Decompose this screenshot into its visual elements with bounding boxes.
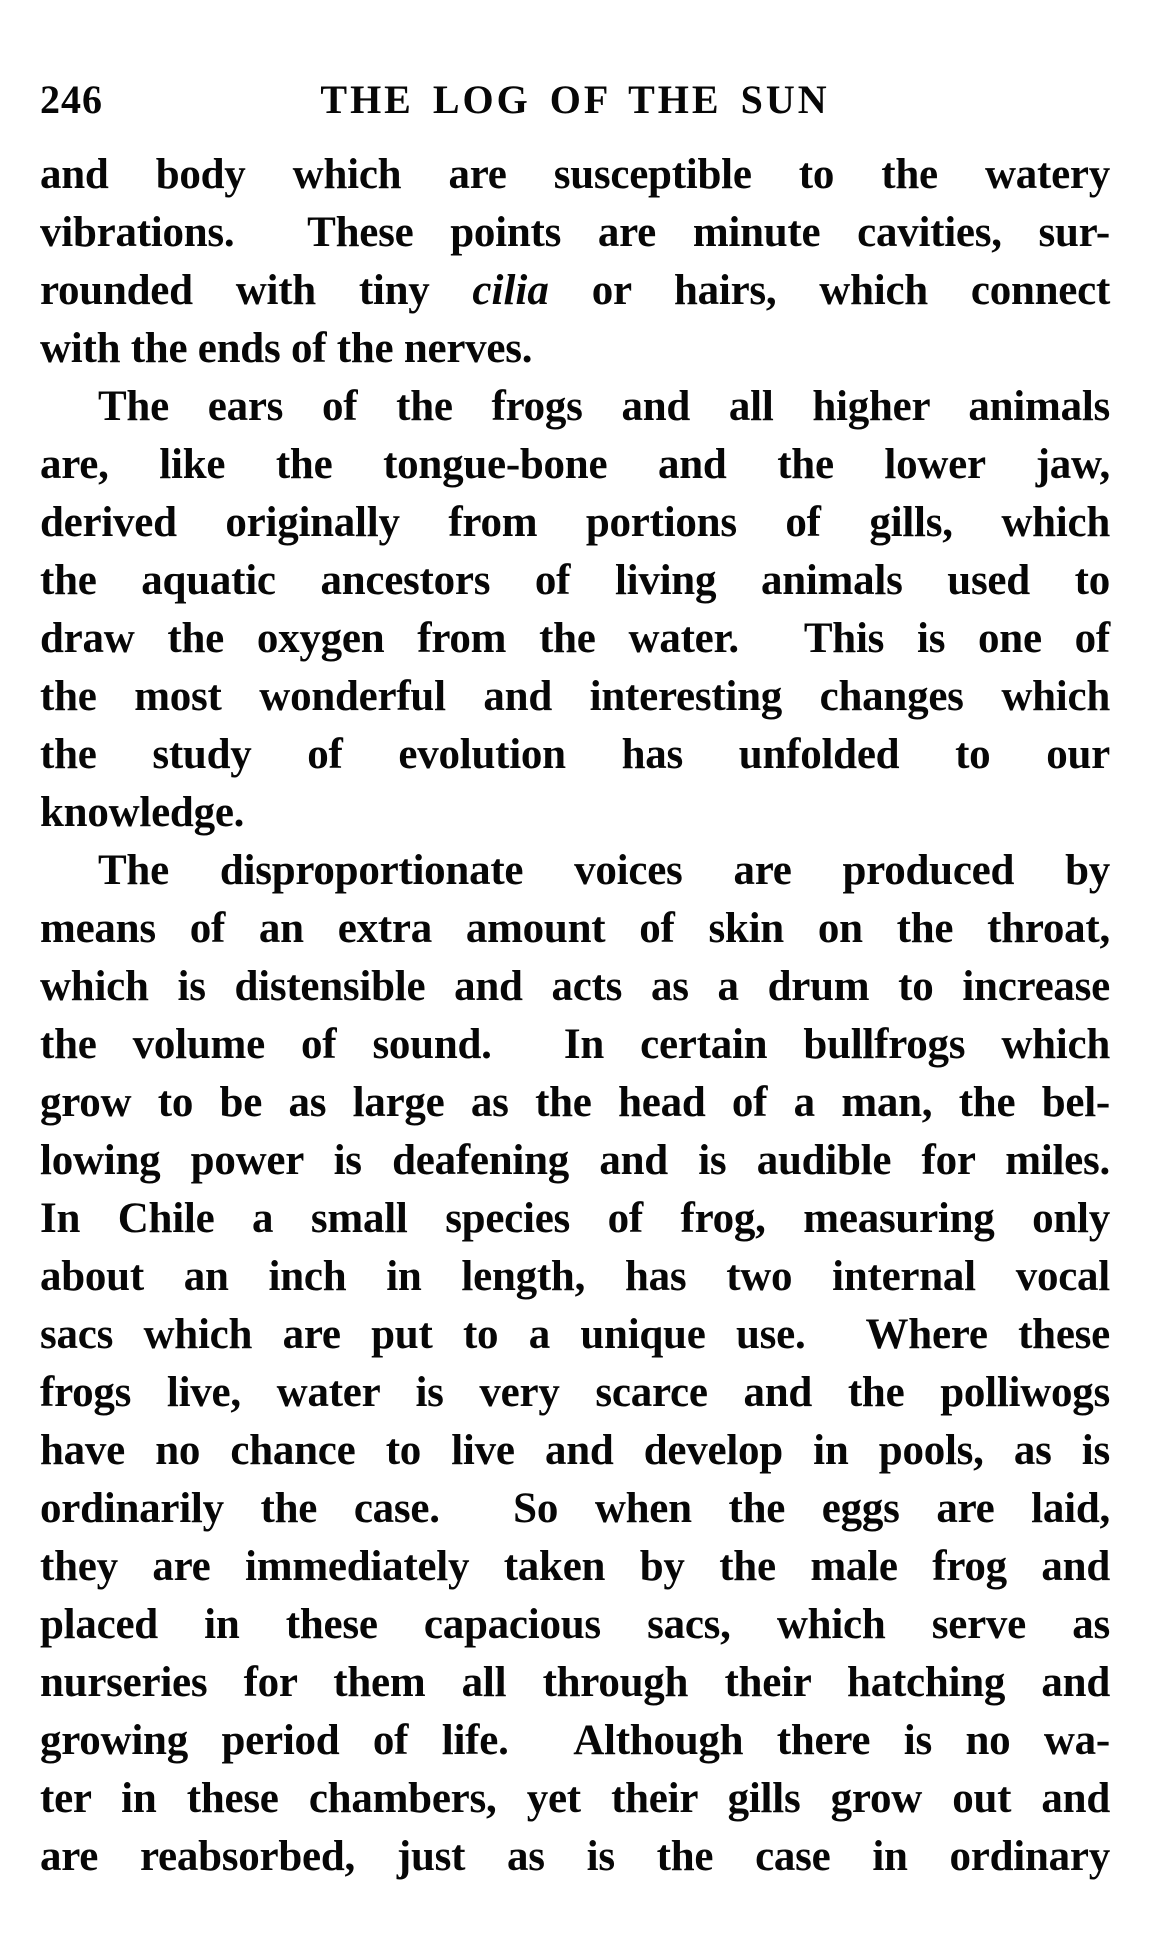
paragraph [40, 842, 1110, 1886]
text-segment: knowledge. [40, 789, 245, 836]
running-title: THE LOG OF THE SUN [320, 77, 830, 122]
text-segment: rounded with tiny [40, 267, 473, 314]
text-segment: the study of evolution has unfolded to our [40, 731, 1110, 778]
body-line [40, 1016, 1110, 1074]
text-segment: vibrations. These points are minute cavities, sur- [40, 209, 1110, 256]
text-segment: are, like the tongue-bone and the lower jaw, [40, 441, 1110, 488]
text-segment: In Chile a small species of frog, measuring only [40, 1195, 1110, 1242]
text-segment: The ears of the frogs and all higher animals [98, 383, 1110, 430]
text-segment: are reabsorbed, just as is the case in ordinary [40, 1833, 1110, 1880]
text-segment: the most wonderful and interesting changes which [40, 673, 1110, 720]
body-line [40, 842, 1110, 900]
text-segment: or hairs, which connect [548, 267, 1111, 314]
body-line [40, 1538, 1110, 1596]
body-line [40, 726, 1110, 784]
body-line [40, 378, 1110, 436]
body-line [40, 1074, 1110, 1132]
text-segment: derived originally from portions of gills, which [40, 499, 1110, 546]
body-line [40, 1480, 1110, 1538]
body-line [40, 1306, 1110, 1364]
text-segment: ordinarily the case. So when the eggs are laid, [40, 1485, 1110, 1532]
body-line [40, 1248, 1110, 1306]
body-line [40, 958, 1110, 1016]
body-line [40, 1654, 1110, 1712]
body-line [40, 1364, 1110, 1422]
body-line [40, 1770, 1110, 1828]
text-segment: have no chance to live and develop in pools, as is [40, 1427, 1110, 1474]
body-line [40, 1596, 1110, 1654]
text-segment: placed in these capacious sacs, which serve as [40, 1601, 1110, 1648]
text-segment: draw the oxygen from the water. This is one of [40, 615, 1110, 662]
body-line [40, 436, 1110, 494]
page-number: 246 [40, 77, 103, 122]
body-line [40, 1828, 1110, 1886]
text-segment: which is distensible and acts as a drum to increase [40, 963, 1110, 1010]
body-line [40, 320, 1110, 378]
body-line [40, 1422, 1110, 1480]
text-segment: frogs live, water is very scarce and the polliwogs [40, 1369, 1110, 1416]
text-segment: means of an extra amount of skin on the throat, [40, 905, 1110, 952]
text-segment: they are immediately taken by the male frog and [40, 1543, 1110, 1590]
text-segment: the volume of sound. In certain bullfrogs which [40, 1021, 1110, 1068]
body-line [40, 146, 1110, 204]
text-segment: about an inch in length, has two internal vocal [40, 1253, 1110, 1300]
text-segment: lowing power is deafening and is audible for miles. [40, 1137, 1110, 1184]
body-line [40, 1190, 1110, 1248]
text-segment: and body which are susceptible to the watery [40, 151, 1110, 198]
text-segment: growing period of life. Although there is no wa- [40, 1717, 1110, 1764]
text-segment: grow to be as large as the head of a man, the bel- [40, 1079, 1110, 1126]
text-segment: ter in these chambers, yet their gills grow out and [40, 1775, 1110, 1822]
body-line [40, 494, 1110, 552]
body-line [40, 204, 1110, 262]
body-line [40, 900, 1110, 958]
text-segment: sacs which are put to a unique use. Where these [40, 1311, 1110, 1358]
text-segment: nurseries for them all through their hatching and [40, 1659, 1110, 1706]
text-segment: the aquatic ancestors of living animals used to [40, 557, 1110, 604]
paragraph [40, 146, 1110, 378]
body-line [40, 262, 1110, 320]
paragraph [40, 378, 1110, 842]
page-body [40, 146, 1110, 1886]
running-header [40, 77, 1110, 124]
body-line [40, 784, 1110, 842]
italic-term: cilia [472, 267, 549, 314]
body-line [40, 1712, 1110, 1770]
text-segment: The disproportionate voices are produced by [98, 847, 1110, 894]
body-line [40, 552, 1110, 610]
text-segment: with the ends of the nerves. [40, 325, 533, 372]
body-line [40, 1132, 1110, 1190]
body-line [40, 610, 1110, 668]
body-line [40, 668, 1110, 726]
